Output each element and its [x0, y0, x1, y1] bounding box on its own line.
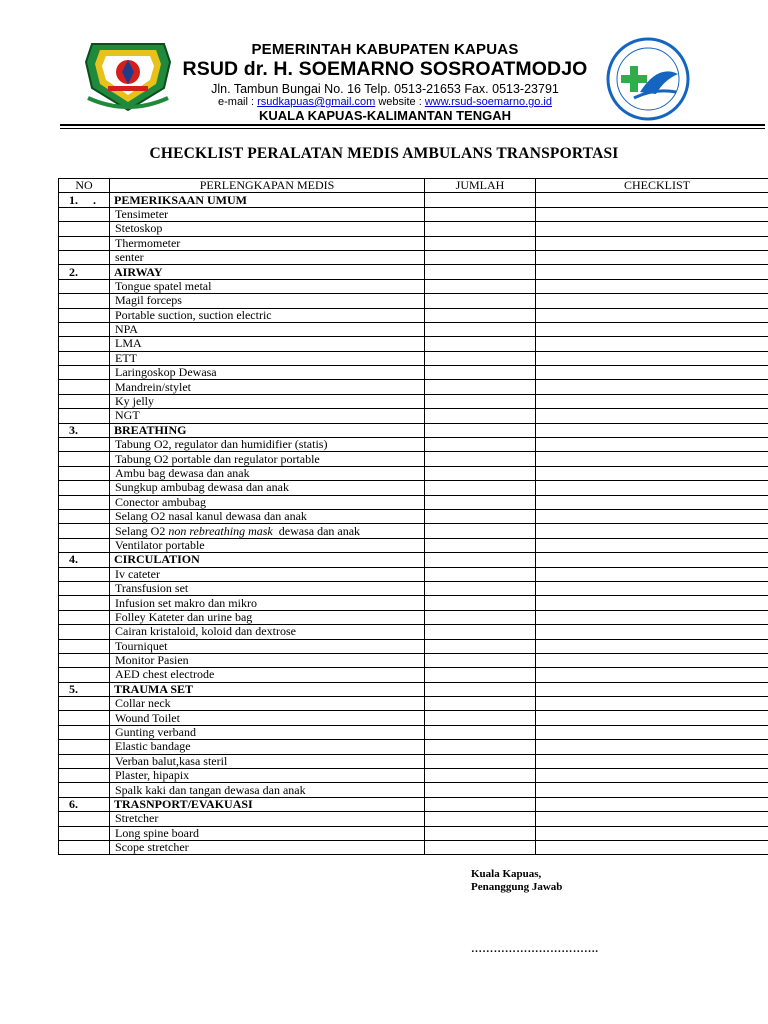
checklist-body [59, 193, 768, 855]
quantity-cell[interactable] [425, 826, 536, 840]
equipment-item: Elastic bandage [110, 740, 425, 754]
row-number [59, 250, 110, 264]
checklist-cell[interactable] [536, 409, 768, 423]
category-label: CIRCULATION [110, 553, 425, 567]
quantity-cell[interactable] [425, 495, 536, 509]
row-number [59, 322, 110, 336]
table-row [59, 222, 768, 236]
row-number [59, 596, 110, 610]
equipment-item: LMA [110, 337, 425, 351]
quantity-cell[interactable] [425, 409, 536, 423]
letterhead-contact [170, 96, 600, 108]
checklist-cell[interactable] [536, 236, 768, 250]
signature-line: ……………………………. [471, 943, 599, 955]
header-no: NO [59, 179, 110, 193]
equipment-item: Wound Toilet [110, 711, 425, 725]
checklist-cell[interactable] [536, 322, 768, 336]
table-row [59, 625, 768, 639]
checklist-cell[interactable] [536, 725, 768, 739]
table-row [59, 279, 768, 293]
table-row [59, 783, 768, 797]
checklist-cell[interactable] [536, 668, 768, 682]
quantity-cell[interactable] [425, 265, 536, 279]
quantity-cell[interactable] [425, 308, 536, 322]
table-row [59, 438, 768, 452]
row-number [59, 409, 110, 423]
row-number [59, 481, 110, 495]
checklist-cell[interactable] [536, 394, 768, 408]
equipment-item: Mandrein/stylet [110, 380, 425, 394]
quantity-cell[interactable] [425, 697, 536, 711]
checklist-cell[interactable] [536, 509, 768, 523]
table-row [59, 236, 768, 250]
category-row [59, 423, 768, 437]
quantity-cell[interactable] [425, 797, 536, 811]
category-row [59, 682, 768, 696]
checklist-cell[interactable] [536, 308, 768, 322]
row-number [59, 697, 110, 711]
table-row [59, 538, 768, 552]
equipment-item: Tongue spatel metal [110, 279, 425, 293]
row-number [59, 581, 110, 595]
row-number [59, 279, 110, 293]
quantity-cell[interactable] [425, 322, 536, 336]
quantity-cell[interactable] [425, 783, 536, 797]
checklist-cell[interactable] [536, 740, 768, 754]
equipment-item: Long spine board [110, 826, 425, 840]
row-number [59, 222, 110, 236]
checklist-cell[interactable] [536, 754, 768, 768]
equipment-item: ETT [110, 351, 425, 365]
table-row [59, 610, 768, 624]
checklist-cell[interactable] [536, 207, 768, 221]
row-number [59, 308, 110, 322]
equipment-item: Tabung O2 portable dan regulator portable [110, 452, 425, 466]
row-number [59, 452, 110, 466]
equipment-item: NGT [110, 409, 425, 423]
letterhead-government: PEMERINTAH KABUPATEN KAPUAS [251, 41, 519, 58]
quantity-cell[interactable] [425, 553, 536, 567]
quantity-cell[interactable] [425, 236, 536, 250]
equipment-checklist-table [58, 178, 768, 855]
row-number [59, 740, 110, 754]
quantity-cell[interactable] [425, 668, 536, 682]
quantity-cell[interactable] [425, 754, 536, 768]
checklist-cell[interactable] [536, 697, 768, 711]
table-row [59, 754, 768, 768]
row-number [59, 610, 110, 624]
checklist-cell[interactable] [536, 653, 768, 667]
checklist-cell[interactable] [536, 193, 768, 207]
row-number: 1. . [59, 193, 110, 207]
row-number [59, 812, 110, 826]
checklist-cell[interactable] [536, 265, 768, 279]
quantity-cell[interactable] [425, 207, 536, 221]
checklist-cell[interactable] [536, 783, 768, 797]
quantity-cell[interactable] [425, 279, 536, 293]
table-row [59, 207, 768, 221]
quantity-cell[interactable] [425, 596, 536, 610]
quantity-cell[interactable] [425, 725, 536, 739]
table-row [59, 495, 768, 509]
row-number [59, 236, 110, 250]
equipment-item: Tourniquet [110, 639, 425, 653]
checklist-cell[interactable] [536, 625, 768, 639]
quantity-cell[interactable] [425, 394, 536, 408]
table-row [59, 409, 768, 423]
equipment-item [110, 524, 425, 538]
row-number [59, 754, 110, 768]
table-row [59, 466, 768, 480]
checklist-cell[interactable] [536, 452, 768, 466]
equipment-item: Folley Kateter dan urine bag [110, 610, 425, 624]
row-number [59, 826, 110, 840]
checklist-cell[interactable] [536, 610, 768, 624]
row-number [59, 207, 110, 221]
checklist-cell[interactable] [536, 222, 768, 236]
checklist-cell[interactable] [536, 797, 768, 811]
table-row [59, 653, 768, 667]
table-row [59, 826, 768, 840]
equipment-item: Collar neck [110, 697, 425, 711]
quantity-cell[interactable] [425, 351, 536, 365]
equipment-item: Thermometer [110, 236, 425, 250]
equipment-item: Gunting verband [110, 725, 425, 739]
quantity-cell[interactable] [425, 222, 536, 236]
equipment-item: Iv cateter [110, 567, 425, 581]
row-number [59, 668, 110, 682]
table-row [59, 481, 768, 495]
equipment-item: Portable suction, suction electric [110, 308, 425, 322]
checklist-cell[interactable] [536, 250, 768, 264]
signature-role: Penanggung Jawab [471, 881, 563, 893]
equipment-item: Magil forceps [110, 294, 425, 308]
table-row [59, 639, 768, 653]
equipment-item: Ky jelly [110, 394, 425, 408]
header-qty: JUMLAH [425, 179, 536, 193]
header-check: CHECKLIST [536, 179, 768, 193]
table-row [59, 567, 768, 581]
checklist-cell[interactable] [536, 567, 768, 581]
table-row [59, 337, 768, 351]
checklist-cell[interactable] [536, 279, 768, 293]
table-row [59, 840, 768, 854]
row-number [59, 366, 110, 380]
row-number [59, 380, 110, 394]
row-number [59, 524, 110, 538]
table-row [59, 668, 768, 682]
item-suffix-text: dewasa dan anak [272, 523, 361, 538]
category-label: TRAUMA SET [110, 682, 425, 696]
category-row [59, 797, 768, 811]
row-number [59, 495, 110, 509]
table-row [59, 380, 768, 394]
equipment-item: AED chest electrode [110, 668, 425, 682]
quantity-cell[interactable] [425, 250, 536, 264]
table-row [59, 394, 768, 408]
equipment-item: Transfusion set [110, 581, 425, 595]
row-number [59, 394, 110, 408]
checklist-cell[interactable] [536, 812, 768, 826]
category-label: TRASNPORT/EVAKUASI [110, 797, 425, 811]
equipment-item: Scope stretcher [110, 840, 425, 854]
quantity-cell[interactable] [425, 524, 536, 538]
row-number [59, 438, 110, 452]
quantity-cell[interactable] [425, 625, 536, 639]
quantity-cell[interactable] [425, 509, 536, 523]
checklist-cell[interactable] [536, 639, 768, 653]
equipment-item: Infusion set makro dan mikro [110, 596, 425, 610]
quantity-cell[interactable] [425, 740, 536, 754]
row-number [59, 337, 110, 351]
quantity-cell[interactable] [425, 538, 536, 552]
quantity-cell[interactable] [425, 682, 536, 696]
equipment-item: Monitor Pasien [110, 653, 425, 667]
checklist-cell[interactable] [536, 840, 768, 854]
row-number: 2. [59, 265, 110, 279]
table-row [59, 308, 768, 322]
checklist-cell[interactable] [536, 438, 768, 452]
table-row [59, 725, 768, 739]
equipment-item: Verban balut,kasa steril [110, 754, 425, 768]
checklist-cell[interactable] [536, 553, 768, 567]
equipment-item: Plaster, hipapix [110, 769, 425, 783]
quantity-cell[interactable] [425, 466, 536, 480]
quantity-cell[interactable] [425, 452, 536, 466]
checklist-cell[interactable] [536, 596, 768, 610]
row-number [59, 509, 110, 523]
equipment-item: senter [110, 250, 425, 264]
website-link[interactable]: www.rsud-soemarno.go.id [424, 96, 552, 108]
row-number [59, 567, 110, 581]
row-number [59, 466, 110, 480]
quantity-cell[interactable] [425, 711, 536, 725]
item-italic-text: non rebreathing mask [168, 523, 273, 538]
quantity-cell[interactable] [425, 639, 536, 653]
equipment-item: Laringoskop Dewasa [110, 366, 425, 380]
letterhead-rule-thick [60, 124, 765, 126]
equipment-item: Ventilator portable [110, 538, 425, 552]
checklist-cell[interactable] [536, 524, 768, 538]
checklist-cell[interactable] [536, 682, 768, 696]
row-number [59, 783, 110, 797]
equipment-item: Cairan kristaloid, koloid dan dextrose [110, 625, 425, 639]
kapuas-regency-crest-icon [78, 38, 178, 112]
quantity-cell[interactable] [425, 366, 536, 380]
checklist-cell[interactable] [536, 294, 768, 308]
email-label: e-mail : [218, 96, 258, 108]
category-label: BREATHING [110, 423, 425, 437]
checklist-cell[interactable] [536, 466, 768, 480]
table-row [59, 524, 768, 538]
checklist-cell[interactable] [536, 581, 768, 595]
header-item: PERLENGKAPAN MEDIS [110, 179, 425, 193]
row-number [59, 639, 110, 653]
table-row [59, 596, 768, 610]
checklist-cell[interactable] [536, 481, 768, 495]
letterhead-city: KUALA KAPUAS-KALIMANTAN TENGAH [258, 108, 512, 123]
quantity-cell[interactable] [425, 840, 536, 854]
quantity-cell[interactable] [425, 812, 536, 826]
row-number [59, 625, 110, 639]
quantity-cell[interactable] [425, 438, 536, 452]
row-number [59, 351, 110, 365]
document-title: CHECKLIST PERALATAN MEDIS AMBULANS TRANSPORTASI [149, 145, 619, 162]
row-number [59, 769, 110, 783]
category-row [59, 193, 768, 207]
table-header-row [59, 179, 768, 193]
equipment-item: Selang O2 nasal kanul dewasa dan anak [110, 509, 425, 523]
checklist-cell[interactable] [536, 366, 768, 380]
table-row [59, 697, 768, 711]
quantity-cell[interactable] [425, 337, 536, 351]
table-row [59, 509, 768, 523]
category-row [59, 553, 768, 567]
quantity-cell[interactable] [425, 380, 536, 394]
website-label: website : [375, 96, 425, 108]
equipment-item: Sungkup ambubag dewasa dan anak [110, 481, 425, 495]
table-row [59, 769, 768, 783]
equipment-item: Tensimeter [110, 207, 425, 221]
table-row [59, 812, 768, 826]
equipment-item: Tabung O2, regulator dan humidifier (statis) [110, 438, 425, 452]
table-row [59, 581, 768, 595]
row-number [59, 653, 110, 667]
equipment-item: Stetoskop [110, 222, 425, 236]
category-label: AIRWAY [110, 265, 425, 279]
table-row [59, 740, 768, 754]
email-link[interactable]: rsudkapuas@gmail.com [257, 96, 376, 108]
quantity-cell[interactable] [425, 581, 536, 595]
row-number: 6. [59, 797, 110, 811]
letterhead-rule-thin [60, 128, 765, 129]
table-row [59, 366, 768, 380]
table-row [59, 711, 768, 725]
table-row [59, 322, 768, 336]
checklist-cell[interactable] [536, 423, 768, 437]
row-number [59, 538, 110, 552]
checklist-cell[interactable] [536, 538, 768, 552]
checklist-cell[interactable] [536, 351, 768, 365]
letterhead-address: Jln. Tambun Bungai No. 16 Telp. 0513-21653 Fax. 0513-23791 [211, 82, 559, 96]
table-row [59, 294, 768, 308]
row-number: 5. [59, 682, 110, 696]
checklist-cell[interactable] [536, 380, 768, 394]
table-row [59, 250, 768, 264]
quantity-cell[interactable] [425, 193, 536, 207]
quantity-cell[interactable] [425, 610, 536, 624]
checklist-cell[interactable] [536, 495, 768, 509]
equipment-item: Conector ambubag [110, 495, 425, 509]
row-number: 3. [59, 423, 110, 437]
table-row [59, 452, 768, 466]
equipment-item: Ambu bag dewasa dan anak [110, 466, 425, 480]
equipment-item: Spalk kaki dan tangan dewasa dan anak [110, 783, 425, 797]
quantity-cell[interactable] [425, 653, 536, 667]
equipment-item: Stretcher [110, 812, 425, 826]
category-row [59, 265, 768, 279]
row-number [59, 840, 110, 854]
row-number [59, 294, 110, 308]
row-number [59, 725, 110, 739]
table-row [59, 351, 768, 365]
item-text: Selang O2 [115, 523, 169, 538]
quantity-cell[interactable] [425, 769, 536, 783]
equipment-item: NPA [110, 322, 425, 336]
checklist-cell[interactable] [536, 337, 768, 351]
quantity-cell[interactable] [425, 481, 536, 495]
quantity-cell[interactable] [425, 567, 536, 581]
letterhead-hospital-name: RSUD dr. H. SOEMARNO SOSROATMODJO [182, 58, 588, 80]
row-number: 4. [59, 553, 110, 567]
checklist-cell[interactable] [536, 711, 768, 725]
signature-place: Kuala Kapuas, [471, 868, 542, 880]
quantity-cell[interactable] [425, 294, 536, 308]
quantity-cell[interactable] [425, 423, 536, 437]
hospital-logo-icon [604, 36, 692, 122]
checklist-cell[interactable] [536, 826, 768, 840]
row-number [59, 711, 110, 725]
checklist-cell[interactable] [536, 769, 768, 783]
category-label: PEMERIKSAAN UMUM [110, 193, 425, 207]
